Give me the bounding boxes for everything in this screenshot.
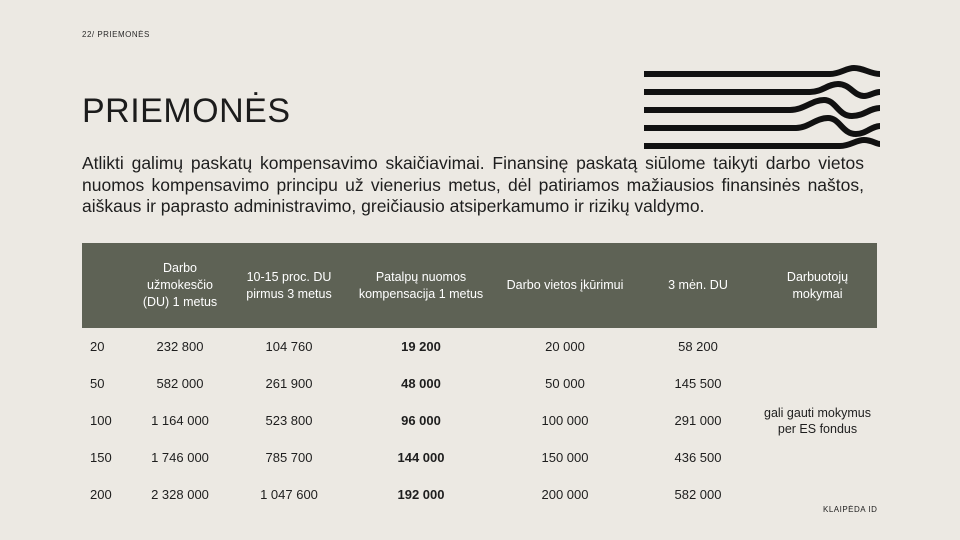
training-note: gali gauti mokymus per ES fondus (764, 405, 871, 436)
table-cell-rent: 96 000 (401, 413, 441, 428)
table-cell: 145 500 (674, 376, 722, 391)
table-cell: 232 800 (156, 339, 204, 354)
page-label: 22/ PRIEMONĖS (82, 30, 150, 39)
table-cell-employees: 20 (90, 339, 105, 354)
table-cell-rent: 192 000 (397, 487, 445, 502)
compensation-table (82, 243, 877, 513)
table-cell: 200 000 (541, 487, 589, 502)
table-cell-employees: 200 (90, 487, 112, 502)
table-cell-rent: 19 200 (401, 339, 441, 354)
compensation-table-container (82, 243, 877, 513)
table-cell: 436 500 (674, 450, 722, 465)
table-row (82, 439, 877, 476)
table-cell: 2 328 000 (151, 487, 209, 502)
table-cell: 1 047 600 (260, 487, 318, 502)
intro-paragraph: Atlikti galimų paskatų kompensavimo skaičiavimai. Finansinę paskatą siūlome taikyti darbo vietos nuomos kompensavimo principu už vienerius metus, dėl patiriamos mažiausios finansinės naštos, aiškaus ir paprasto administravimo, greičiausio atsiperkamumo ir rizikų valdymo. (82, 153, 864, 216)
table-cell: 104 760 (265, 339, 313, 354)
table-row (82, 402, 877, 439)
table-cell: 261 900 (265, 376, 313, 391)
table-cell-rent: 48 000 (401, 376, 441, 391)
table-row (82, 328, 877, 365)
table-cell: 582 000 (156, 376, 204, 391)
table-cell: 150 000 (541, 450, 589, 465)
table-cell-employees: 100 (90, 413, 112, 428)
table-cell: 291 000 (674, 413, 722, 428)
table-cell: 523 800 (265, 413, 313, 428)
table-cell-rent: 144 000 (397, 450, 445, 465)
page-title: PRIEMONĖS (82, 92, 291, 130)
table-cell-employees: 150 (90, 450, 112, 465)
table-header-empty (82, 243, 132, 328)
table-header-rent-compensation: Patalpų nuomos kompensacija 1 metus (350, 243, 492, 328)
table-cell: 1 164 000 (151, 413, 209, 428)
table-cell: 58 200 (678, 339, 718, 354)
table-header-3-month-salary: 3 mėn. DU (638, 243, 758, 328)
table-cell-employees: 50 (90, 376, 105, 391)
table-header-employee-training: Darbuotojų mokymai (758, 243, 877, 328)
table-header-salary-percent: 10-15 proc. DU pirmus 3 metus (228, 243, 350, 328)
table-row (82, 476, 877, 513)
table-cell: 785 700 (265, 450, 313, 465)
table-cell: 582 000 (674, 487, 722, 502)
waves-logo-icon (640, 62, 880, 154)
table-cell: 20 000 (545, 339, 585, 354)
table-cell: 1 746 000 (151, 450, 209, 465)
table-cell: 100 000 (541, 413, 589, 428)
brand-logo-text: KLAIPĖDA ID (823, 505, 878, 514)
table-header-row (82, 243, 877, 328)
table-row (82, 365, 877, 402)
table-header-salary: Darbo užmokesčio (DU) 1 metus (132, 243, 228, 328)
table-cell: 50 000 (545, 376, 585, 391)
table-header-workplace-setup: Darbo vietos įkūrimui (492, 243, 638, 328)
